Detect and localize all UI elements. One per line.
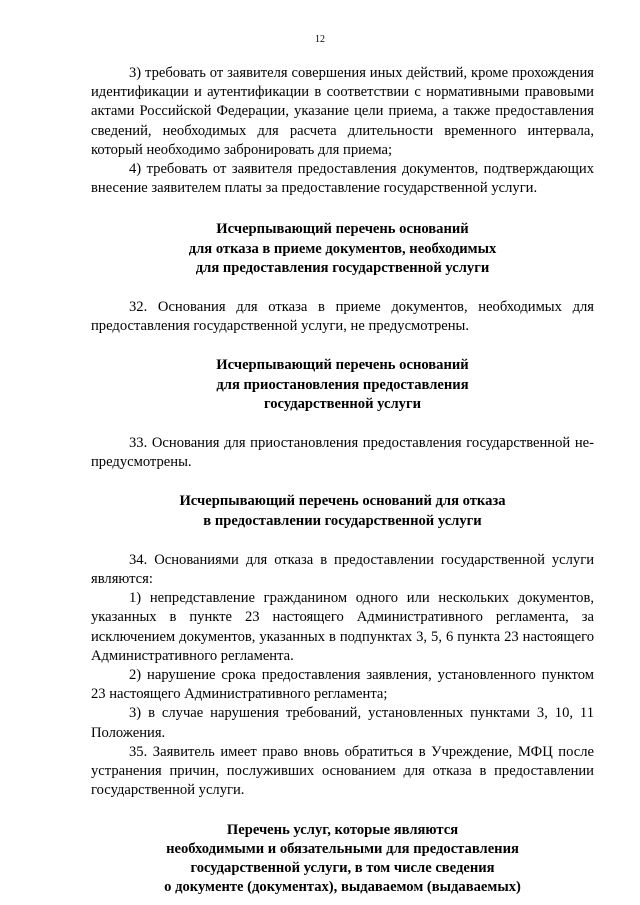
paragraph-34-item-3: 3) в случае нарушения требований, установленных пунктами 3, 10, 11 Положения.: [91, 705, 594, 741]
heading-line: в предоставлении государственной услуги: [203, 512, 482, 529]
heading-line: Перечень услуг, которые являются: [226, 821, 459, 838]
heading-line: Исчерпывающий перечень оснований: [216, 357, 469, 374]
heading-required-services: [91, 821, 594, 898]
paragraph-32: 32. Основания для отказа в приеме документов, необходимых для предоставления государственной услуги, не предусмотрены.: [91, 299, 594, 335]
paragraph-35: 35. Заявитель имеет право вновь обратиться в Учреждение, МФЦ после устранения причин, послуживших основанием для отказа в предоставлении государственной услуги.: [91, 743, 594, 799]
heading-line: Исчерпывающий перечень оснований для отказа: [179, 493, 506, 510]
heading-suspension: [91, 356, 594, 414]
heading-line: государственной услуги: [263, 395, 422, 412]
heading-line: необходимыми и обязательными для предоставления: [166, 840, 519, 857]
paragraph-34-item-2: 2) нарушение срока предоставления заявления, установленного пунктом 23 настоящего Административного регламента;: [91, 667, 594, 703]
heading-line: для приостановления предоставления: [216, 376, 469, 393]
document-body: [91, 64, 594, 897]
paragraph-item-4: 4) требовать от заявителя предоставления документов, подтверждающих внесение заявителем платы за предоставление государственной услуги.: [91, 161, 594, 197]
heading-line: для отказа в приеме документов, необходимых: [188, 240, 497, 257]
heading-line: государственной услуги, в том числе сведения: [190, 859, 495, 876]
heading-refusal-acceptance: [91, 220, 594, 278]
paragraph-33: 33. Основания для приостановления предоставления государственной не-предусмотрены.: [91, 435, 594, 471]
heading-refusal-service: [91, 492, 594, 530]
paragraph-34: 34. Основаниями для отказа в предоставлении государственной услуги являются:: [91, 551, 594, 588]
heading-line: Исчерпывающий перечень оснований: [216, 221, 469, 238]
paragraph-item-3: 3) требовать от заявителя совершения иных действий, кроме прохождения идентификации и аутентификации в соответствии с нормативными правовыми актами Российской Федерации, указание цели приема, а также предоставления сведений, необходимых для расчета длительности временного интервала, который необходимо забронировать для приема;: [91, 65, 594, 158]
heading-line: о документе (документах), выдаваемом (выдаваемых): [164, 879, 521, 896]
paragraph-34-item-1: 1) непредставление гражданином одного или нескольких документов, указанных в пункте 23 настоящего Административного регламента, за исключением документов, указанных в подпунктах 3, 5, 6 пункта 23 настоящего Административного регламента.: [91, 590, 594, 664]
heading-line: для предоставления государственной услуги: [195, 259, 490, 276]
page-number: 12: [315, 34, 325, 45]
